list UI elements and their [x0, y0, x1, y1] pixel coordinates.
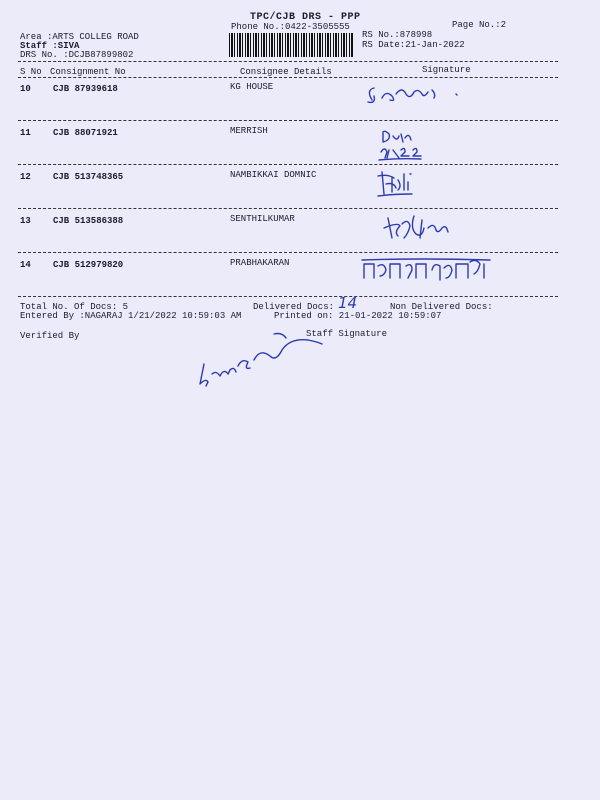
report-title: TPC/CJB DRS - PPP: [250, 12, 361, 23]
row-sno: 13: [20, 216, 31, 226]
delivered-count-handwritten: 14: [338, 294, 358, 312]
row-consignee: KG HOUSE: [230, 82, 274, 92]
divider: [18, 252, 558, 253]
row-consignee: NAMBIKKAI DOMNIC: [230, 170, 317, 180]
divider: [18, 208, 558, 209]
page-number: Page No.:2: [452, 20, 507, 30]
divider: [18, 61, 558, 62]
signature-row-14: [360, 254, 510, 286]
row-consignee: PRABHAKARAN: [230, 258, 290, 268]
drs-number: DRS No. :DCJB87899802: [20, 50, 134, 60]
entered-by: Entered By :NAGARAJ 1/21/2022 10:59:03 AM: [20, 311, 242, 321]
row-consignee: MERRISH: [230, 126, 268, 136]
row-sno: 10: [20, 84, 31, 94]
rs-number: RS No.:878998: [362, 30, 433, 40]
staff-signature-label: Staff Signature: [306, 329, 388, 339]
staff-label: Staff :SIVA: [20, 41, 80, 51]
divider: [18, 120, 558, 121]
phone-number: Phone No.:0422-3505555: [231, 22, 350, 32]
divider: [18, 164, 558, 165]
non-delivered-docs: Non Delivered Docs:: [390, 302, 493, 312]
column-header-consignment: Consignment No: [50, 67, 126, 77]
row-consignee: SENTHILKUMAR: [230, 214, 295, 224]
row-sno: 12: [20, 172, 31, 182]
row-sno: 14: [20, 260, 31, 270]
column-header-sno: S No: [20, 67, 42, 77]
verified-by: Verified By: [20, 331, 80, 341]
signature-row-10: [362, 80, 472, 110]
barcode: [229, 33, 353, 57]
signature-row-13: [378, 208, 468, 244]
total-docs: Total No. Of Docs: 5: [20, 302, 129, 312]
signature-row-12: [374, 164, 424, 200]
divider: [18, 296, 558, 297]
row-consignment: CJB 513748365: [53, 172, 124, 182]
column-header-consignee: Consignee Details: [240, 67, 332, 77]
row-sno: 11: [20, 128, 31, 138]
rs-date: RS Date:21-Jan-2022: [362, 40, 465, 50]
printed-on: Printed on: 21-01-2022 10:59:07: [274, 311, 442, 321]
row-consignment: CJB 87939618: [53, 84, 118, 94]
row-consignment: CJB 512979820: [53, 260, 124, 270]
delivered-docs: Delivered Docs:: [253, 302, 335, 312]
row-consignment: CJB 513586388: [53, 216, 124, 226]
area-label: Area :ARTS COLLEG ROAD: [20, 32, 139, 42]
column-header-signature: Signature: [422, 65, 471, 75]
row-consignment: CJB 88071921: [53, 128, 118, 138]
signature-row-11: [375, 128, 435, 164]
divider: [18, 77, 558, 78]
staff-signature: [190, 330, 330, 392]
